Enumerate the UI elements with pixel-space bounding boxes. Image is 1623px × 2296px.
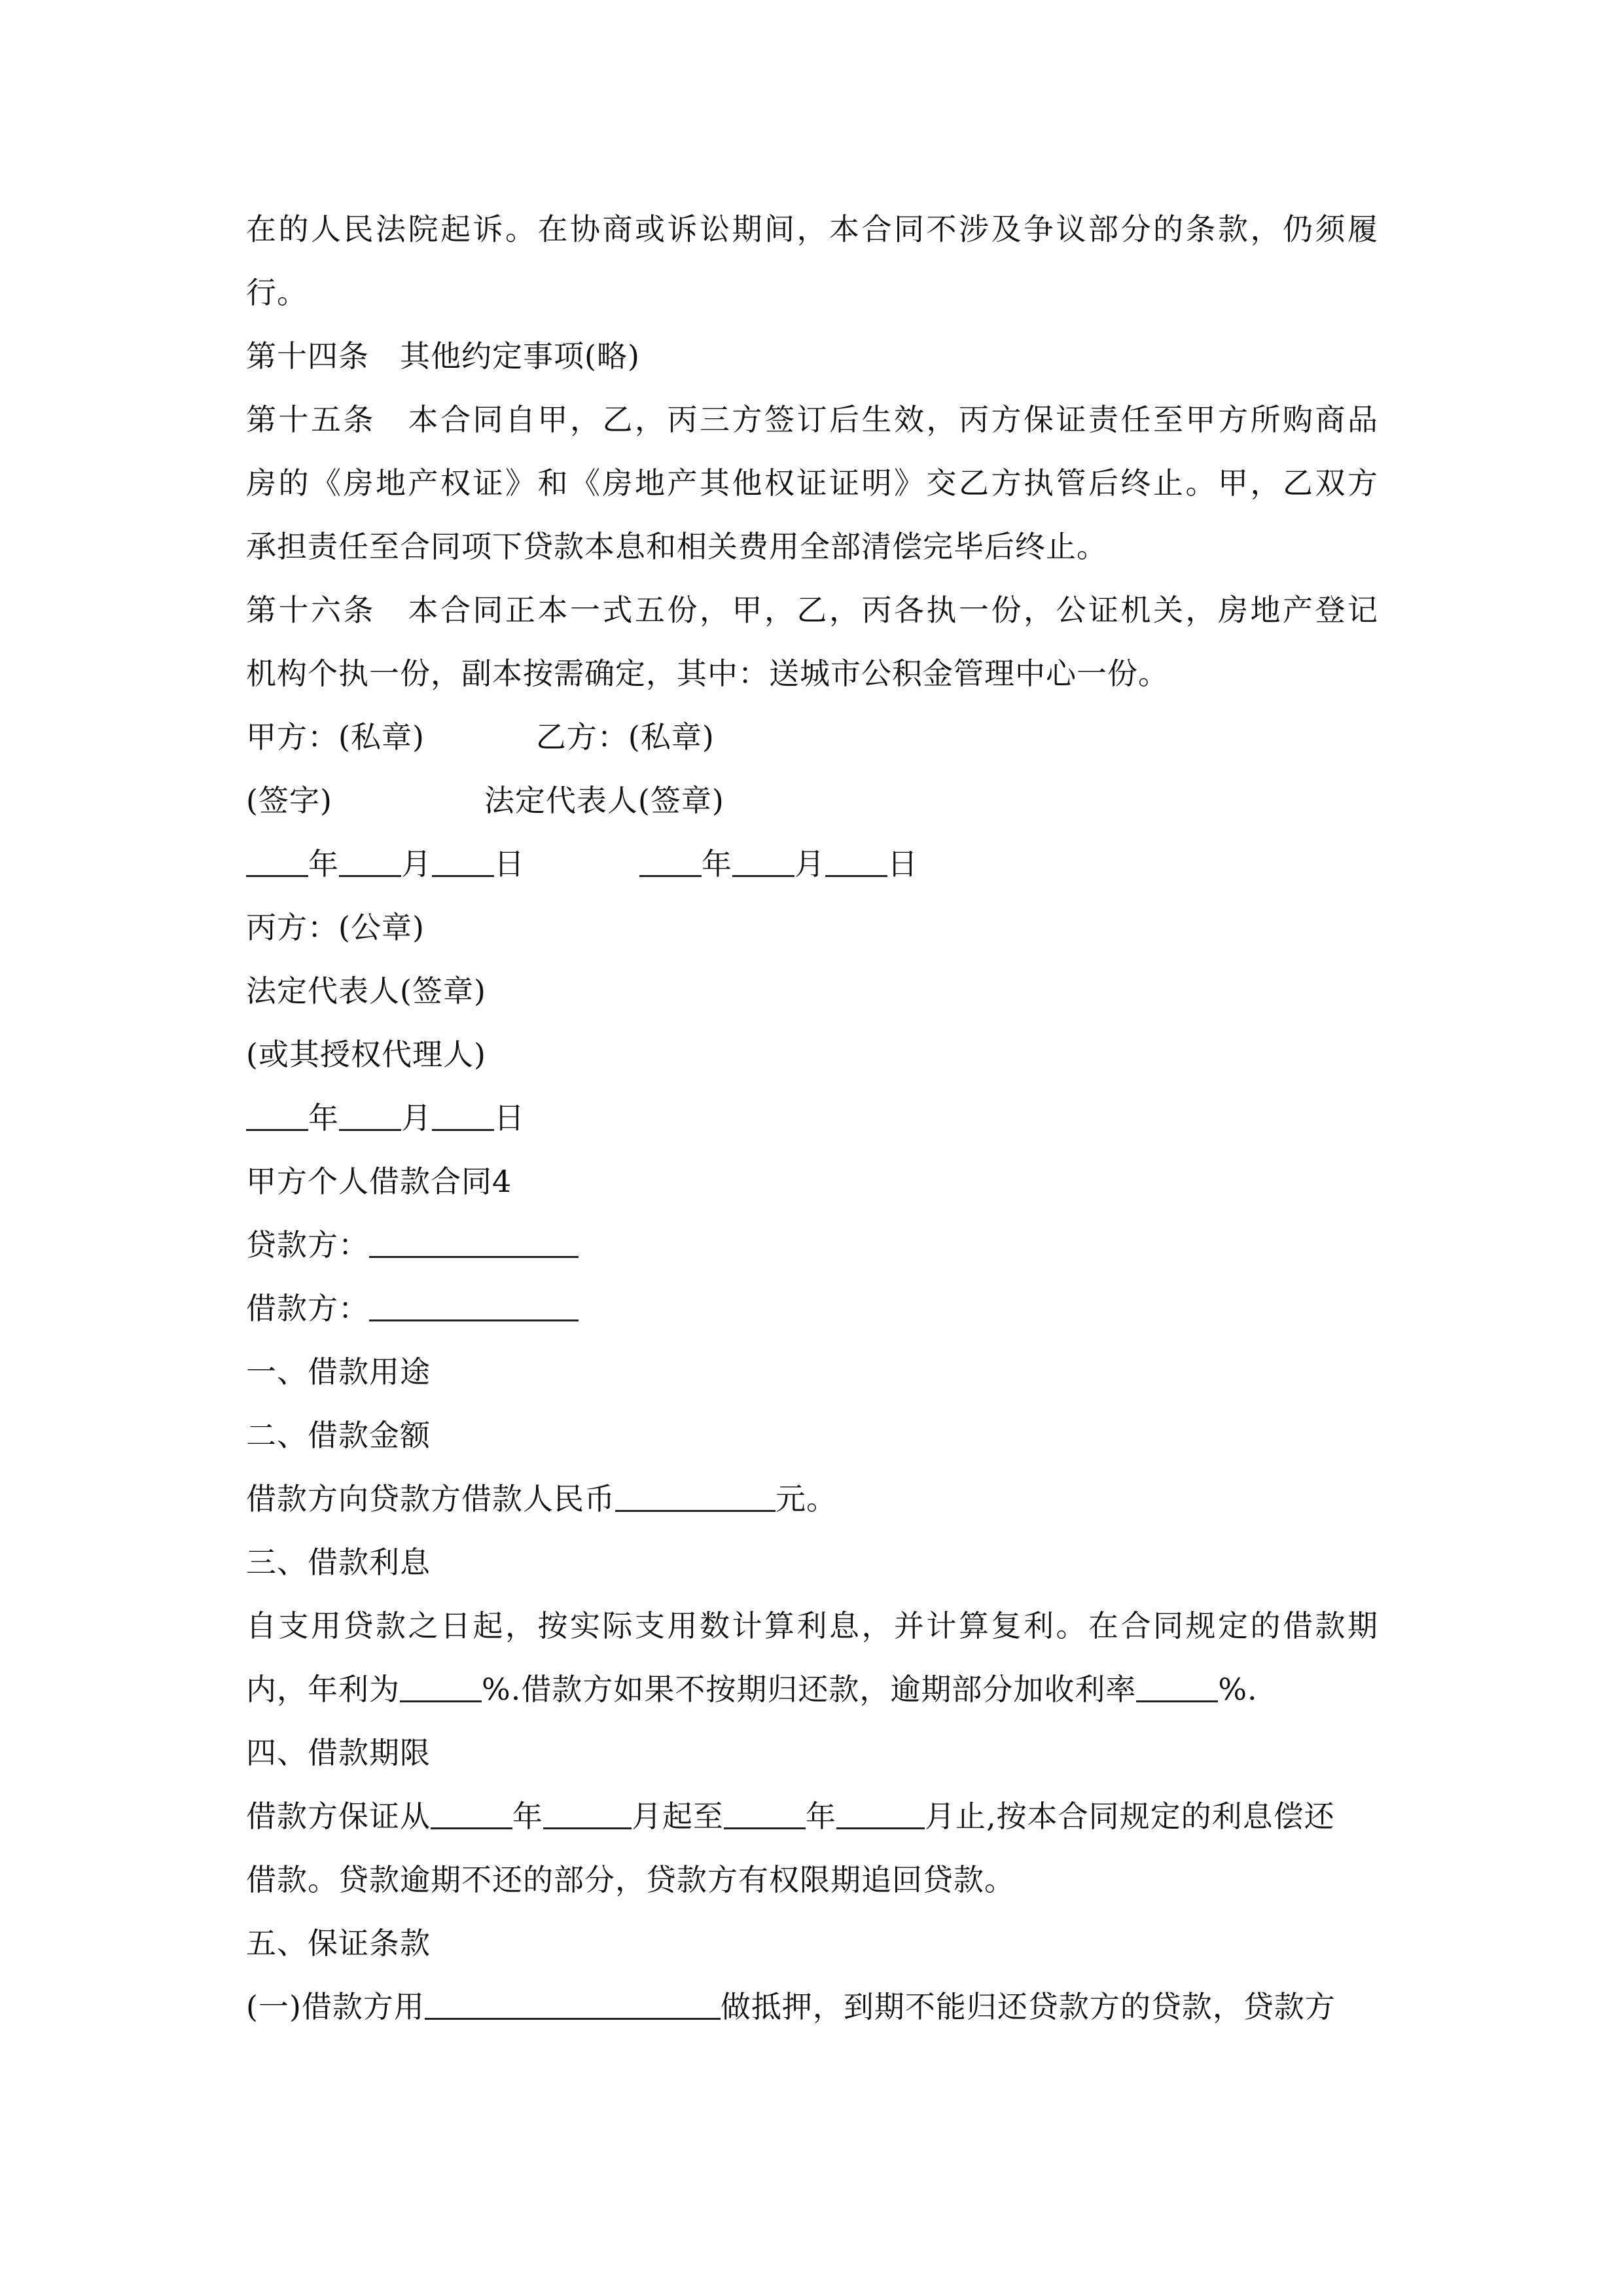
signature-row-parties xyxy=(246,708,1378,766)
year-blank xyxy=(246,1095,308,1131)
day-label: 日 xyxy=(887,846,918,882)
section-heading: 一、借款用途 xyxy=(246,1354,431,1390)
agent-label: (或其授权代理人) xyxy=(246,1037,486,1072)
borrower-blank xyxy=(369,1285,579,1321)
section-heading: 五、保证条款 xyxy=(246,1926,431,1961)
amount-text: 借款方向贷款方借款人民币 xyxy=(246,1481,615,1516)
sign-b-label: 法定代表人(签章) xyxy=(484,783,724,818)
month-blank xyxy=(732,841,794,877)
paragraph-line: 房的《房地产权证》和《房地产其他权证证明》交乙方执管后终止。甲，乙双方 xyxy=(246,465,1378,501)
section-heading: 四、借款期限 xyxy=(246,1735,431,1770)
lender-row xyxy=(246,1215,1378,1274)
party-a-label: 甲方：(私章) xyxy=(246,719,425,755)
month-blank xyxy=(339,841,401,877)
overdue-rate-blank xyxy=(1136,1666,1218,1702)
section-heading: 三、借款利息 xyxy=(246,1545,431,1580)
amount-unit: 元。 xyxy=(776,1481,837,1516)
legal-rep-label: 法定代表人(签章) xyxy=(246,973,486,1009)
interest-text: %.借款方如果不按期归还款，逾期部分加收利率 xyxy=(482,1672,1137,1707)
annual-rate-blank xyxy=(400,1666,482,1702)
interest-line: 自支用贷款之日起，按实际支用数计算利息，并计算复利。在合同规定的借款期 xyxy=(246,1608,1378,1643)
month-label: 月 xyxy=(401,846,432,882)
paragraph-line: 借款。贷款逾期不还的部分，贷款方有权限期追回贷款。 xyxy=(246,1862,1015,1897)
term-text: 借款方保证从 xyxy=(246,1799,431,1834)
interest-text: 内，年利为 xyxy=(246,1672,400,1707)
month-label: 月 xyxy=(401,1100,432,1136)
end-month-blank xyxy=(836,1793,925,1829)
amount-row xyxy=(246,1469,1378,1528)
paragraph-line: 在的人民法院起诉。在协商或诉讼期间，本合同不涉及争议部分的条款，仍须履 xyxy=(246,211,1378,247)
guarantee-text: 做抵押，到期不能归还贷款方的贷款，贷款方 xyxy=(720,1989,1336,2024)
paragraph-line: 承担责任至合同项下贷款本息和相关费用全部清偿完毕后终止。 xyxy=(246,529,1107,564)
year-label: 年 xyxy=(308,846,339,882)
lender-blank xyxy=(369,1222,579,1258)
contract-title: 甲方个人借款合同4 xyxy=(246,1164,512,1199)
term-text: 月起至 xyxy=(632,1799,724,1834)
year-blank xyxy=(639,841,702,877)
end-year-blank xyxy=(724,1793,806,1829)
borrower-row xyxy=(246,1279,1378,1338)
signature-row-sign xyxy=(246,771,1378,830)
borrower-label: 借款方： xyxy=(246,1291,369,1326)
year-label: 年 xyxy=(308,1100,339,1136)
term-row xyxy=(246,1787,1378,1846)
day-label: 日 xyxy=(494,1100,525,1136)
year-label: 年 xyxy=(512,1799,543,1834)
year-blank xyxy=(246,841,308,877)
month-blank xyxy=(339,1095,401,1131)
day-blank xyxy=(432,1095,494,1131)
guarantee-row xyxy=(246,1977,1378,2036)
interest-text: %. xyxy=(1218,1672,1258,1707)
term-text: 月止,按本合同规定的利息偿还 xyxy=(925,1799,1335,1834)
collateral-blank xyxy=(425,1984,721,2020)
day-blank xyxy=(825,841,887,877)
start-month-blank xyxy=(543,1793,632,1829)
article-14: 第十四条 其他约定事项(略) xyxy=(246,338,640,374)
interest-rate-row xyxy=(246,1660,1378,1719)
sign-a-label: (签字) xyxy=(246,783,332,818)
amount-blank xyxy=(615,1476,776,1512)
guarantee-text: (一)借款方用 xyxy=(246,1989,425,2024)
article-16-line: 第十六条 本合同正本一式五份，甲，乙，丙各执一份，公证机关，房地产登记 xyxy=(246,592,1378,628)
day-blank xyxy=(432,841,494,877)
article-15-line: 第十五条 本合同自甲，乙，丙三方签订后生效，丙方保证责任至甲方所购商品 xyxy=(246,402,1378,437)
start-year-blank xyxy=(431,1793,512,1829)
paragraph-line: 行。 xyxy=(246,275,308,310)
year-label: 年 xyxy=(806,1799,836,1834)
year-label: 年 xyxy=(702,846,732,882)
party-b-label: 乙方：(私章) xyxy=(535,719,715,755)
month-label: 月 xyxy=(794,846,825,882)
section-heading: 二、借款金额 xyxy=(246,1418,431,1453)
lender-label: 贷款方： xyxy=(246,1227,369,1263)
date-row-single xyxy=(246,1088,1378,1147)
date-row-double xyxy=(246,834,1378,893)
party-c-label: 丙方：(公章) xyxy=(246,910,425,945)
day-label: 日 xyxy=(494,846,525,882)
paragraph-line: 机构个执一份，副本按需确定，其中：送城市公积金管理中心一份。 xyxy=(246,656,1169,691)
